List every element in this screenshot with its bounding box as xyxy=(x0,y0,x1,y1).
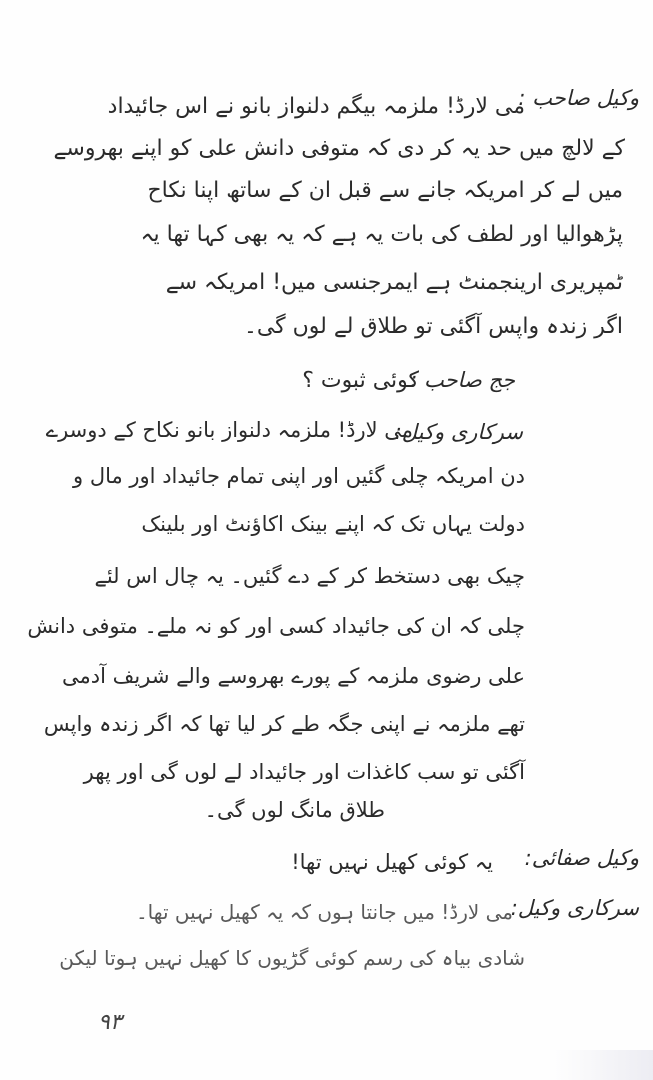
text-line: چیک بھی دستخط کر کے دے گئیں۔ یہ چال اس لئے xyxy=(94,564,525,588)
text-line: یہ کوئی کھیل نہیں تھا! xyxy=(291,850,493,874)
text-line: کے لالچ میں حد یہ کر دی کہ متوفی دانش علی کو اپنے بھروسے xyxy=(53,136,625,161)
speaker-wakeel-safai: وکیل صفائی: xyxy=(524,846,639,870)
text-line: می لارڈ! میں جانتا ہوں کہ یہ کھیل نہیں تھا۔ xyxy=(135,900,513,924)
text-line: کوئی ثبوت ؟ xyxy=(302,368,419,393)
text-line: پڑھوالیا اور لطف کی بات یہ ہے کہ یہ بھی کہا تھا یہ xyxy=(140,222,623,247)
speaker-sarkari-wakeel-1: سرکاری وکیل: xyxy=(394,420,523,444)
text-line: دولت یہاں تک کہ اپنے بینک اکاؤنٹ اور بلینک xyxy=(141,512,525,536)
text-line: علی رضوی ملزمہ کے پورے بھروسے والے شریف آدمی xyxy=(62,664,525,688)
text-line: دن امریکہ چلی گئیں اور اپنی تمام جائیداد اور مال و xyxy=(73,464,525,488)
scan-shadow xyxy=(553,1050,653,1080)
text-line: آگئی تو سب کاغذات اور جائیداد لے لوں گی اور پھر xyxy=(83,760,525,784)
speaker-wakeel-sahib: وکیل صاحب : xyxy=(518,86,639,110)
speaker-sarkari-wakeel-2: سرکاری وکیل: xyxy=(510,896,639,920)
text-line: ٹمپریری ارینجمنٹ ہے ایمرجنسی میں! امریکہ سے xyxy=(165,270,623,295)
text-line: شادی بیاہ کی رسم کوئی گڑیوں کا کھیل نہیں ہوتا لیکن xyxy=(59,946,525,970)
text-line: طلاق مانگ لوں گی۔ xyxy=(204,798,385,822)
speaker-judge-sahib: جج صاحب : xyxy=(410,368,515,392)
text-line: می لارڈ! ملزمہ بیگم دلنواز بانو نے اس جائیداد xyxy=(107,94,525,119)
text-line: میں لے کر امریکہ جانے سے قبل ان کے ساتھ اپنا نکاح xyxy=(147,178,623,203)
text-line: می لارڈ! ملزمہ دلنواز بانو نکاح کے دوسرے xyxy=(45,418,413,442)
page-number: ۹۳ xyxy=(98,1010,122,1035)
text-line: تھے ملزمہ نے اپنی جگہ طے کر لیا تھا کہ اگر زندہ واپس xyxy=(43,712,525,736)
text-line: چلی کہ ان کی جائیداد کسی اور کو نہ ملے۔ متوفی دانش xyxy=(27,614,525,638)
text-line: اگر زندہ واپس آگئی تو طلاق لے لوں گی۔ xyxy=(243,314,623,339)
